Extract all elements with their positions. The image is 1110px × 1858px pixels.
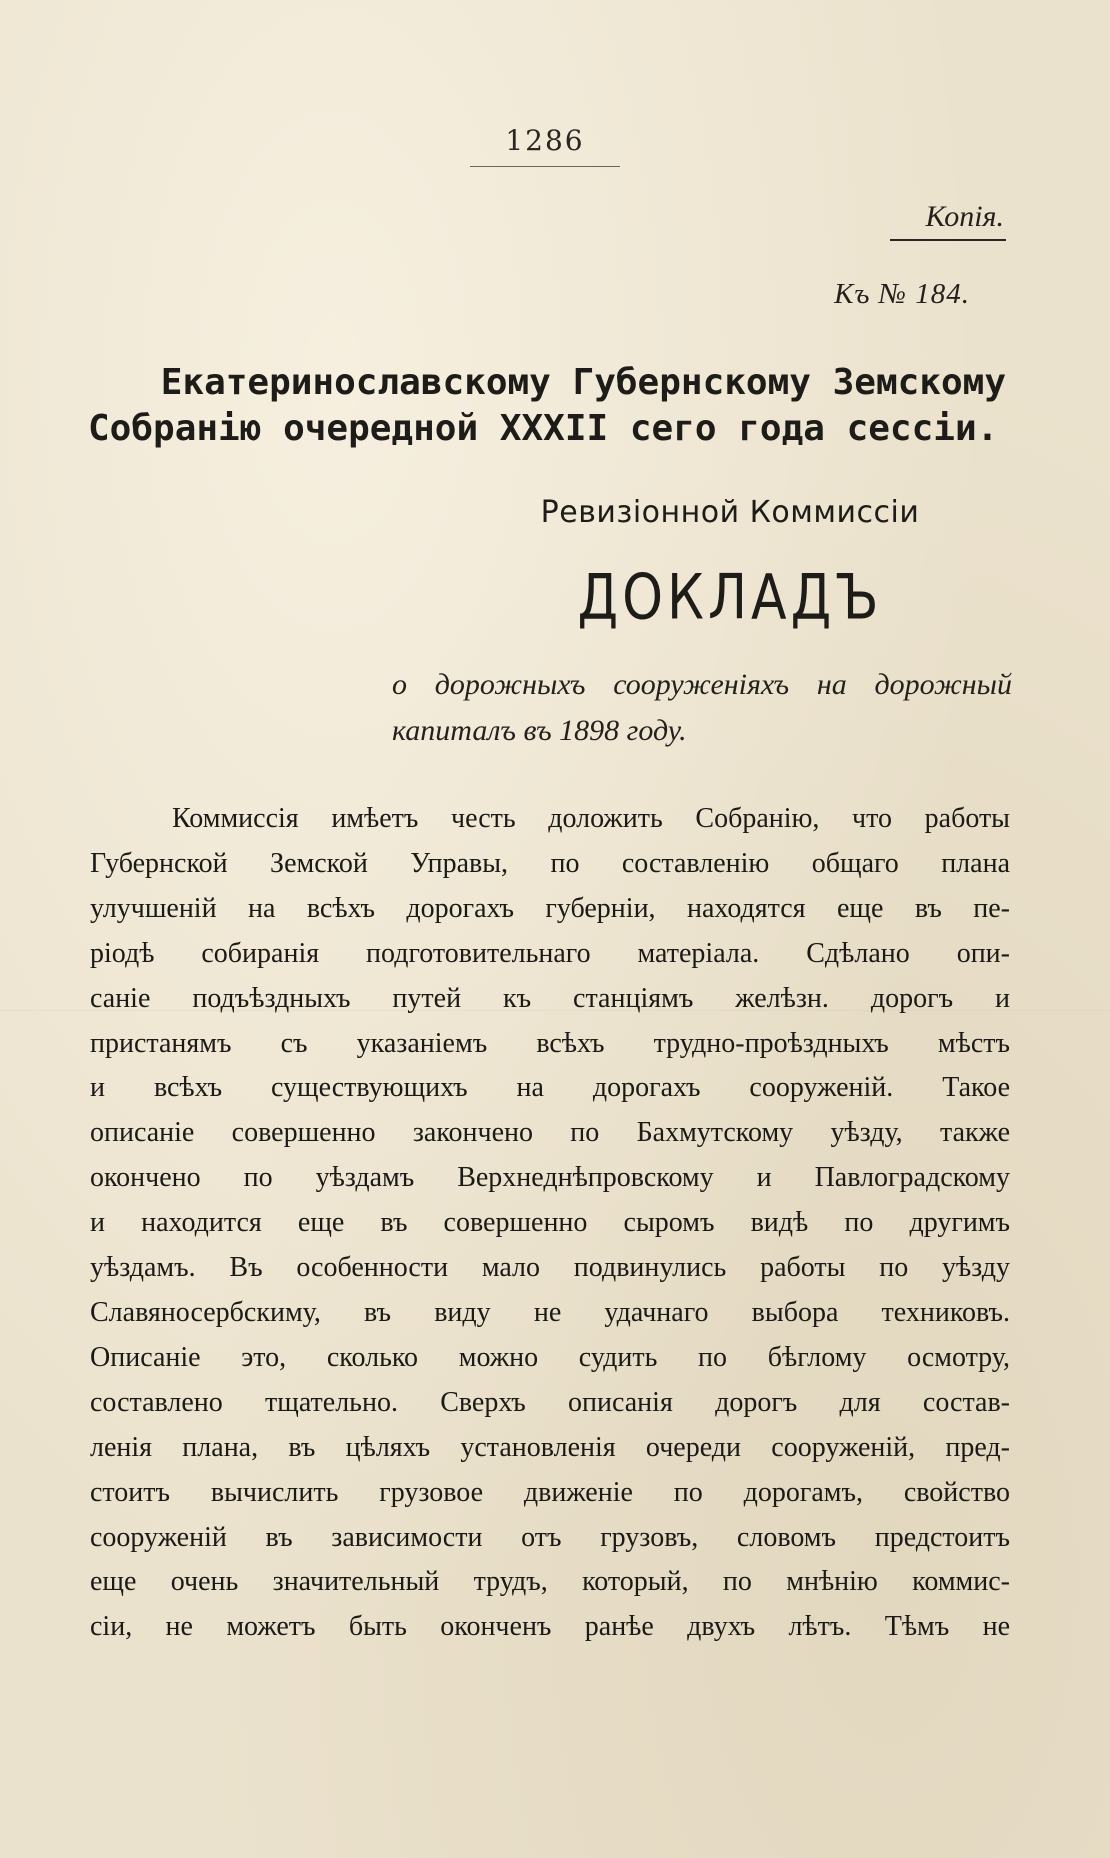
page-number-rule (470, 166, 620, 167)
body-line: Славяносербскиму, въ виду не удачнаго выбора техниковъ. (90, 1296, 1010, 1328)
body-line: Описаніе это, сколько можно судить по бѣглому осмотру, (90, 1341, 1010, 1373)
copy-mark-underline (890, 239, 1006, 241)
body-line: пристанямъ съ указаніемъ всѣхъ трудно-проѣздныхъ мѣстъ (90, 1027, 1010, 1059)
body-line: Губернской Земской Управы, по составленію общаго плана (90, 847, 1010, 879)
body-line: и находится еще въ совершенно сыромъ видѣ по другимъ (90, 1207, 1010, 1239)
body-line: сооруженій въ зависимости отъ грузовъ, словомъ предстоитъ (90, 1521, 1010, 1553)
subject-line-2: капиталъ въ 1898 году. (392, 714, 687, 747)
subject-block (392, 662, 1012, 754)
body-line: составлено тщательно. Сверхъ описанія дорогъ для состав- (90, 1386, 1010, 1418)
body-line: уѣздамъ. Въ особенности мало подвинулись работы по уѣзду (90, 1252, 1010, 1284)
body-line: саніе подъѣздныхъ путей къ станціямъ желѣзн. дорогъ и (90, 982, 1010, 1014)
body-line: улучшеній на всѣхъ дорогахъ губерніи, находятся еще въ пе- (90, 892, 1010, 924)
reference-number: Къ № 184. (834, 278, 970, 310)
body-line: описаніе совершенно закончено по Бахмутскому уѣзду, также (90, 1117, 1010, 1149)
body-text (90, 797, 1010, 1650)
body-line: ріодѣ собиранія подготовительнаго матеріала. Сдѣлано опи- (90, 937, 1010, 969)
addressee-line-1: Екатеринославскому Губернскому Земскому (160, 362, 1006, 403)
addressee-line-2: Собранію очередной XXXII сего года сессіи. (88, 408, 999, 449)
body-line: стоитъ вычислить грузовое движеніе по дорогамъ, свойство (90, 1476, 1010, 1508)
body-line: ленія плана, въ цѣляхъ установленія очереди сооруженій, пред- (90, 1431, 1010, 1463)
copy-mark: Копія. (925, 200, 1004, 233)
body-line: Коммиссія имѣетъ честь доложить Собранію, что работы (172, 803, 1010, 834)
addressee-block (88, 360, 1010, 452)
commission-heading: Ревизіонной Коммиссіи (540, 495, 920, 530)
body-line: окончено по уѣздамъ Верхнеднѣпровскому и Павлоградскому (90, 1162, 1010, 1194)
subject-line-1: о дорожныхъ сооруженіяхъ на дорожный (392, 668, 1012, 701)
document-title: ДОКЛАДЪ (577, 562, 883, 634)
body-line: сіи, не можетъ быть оконченъ ранѣе двухъ лѣтъ. Тѣмъ не (90, 1611, 1010, 1643)
body-line: еще очень значительный трудъ, который, по мнѣнію коммис- (90, 1566, 1010, 1598)
page-number: 1286 (505, 124, 585, 157)
body-line: и всѣхъ существующихъ на дорогахъ сооруженій. Такое (90, 1072, 1010, 1104)
